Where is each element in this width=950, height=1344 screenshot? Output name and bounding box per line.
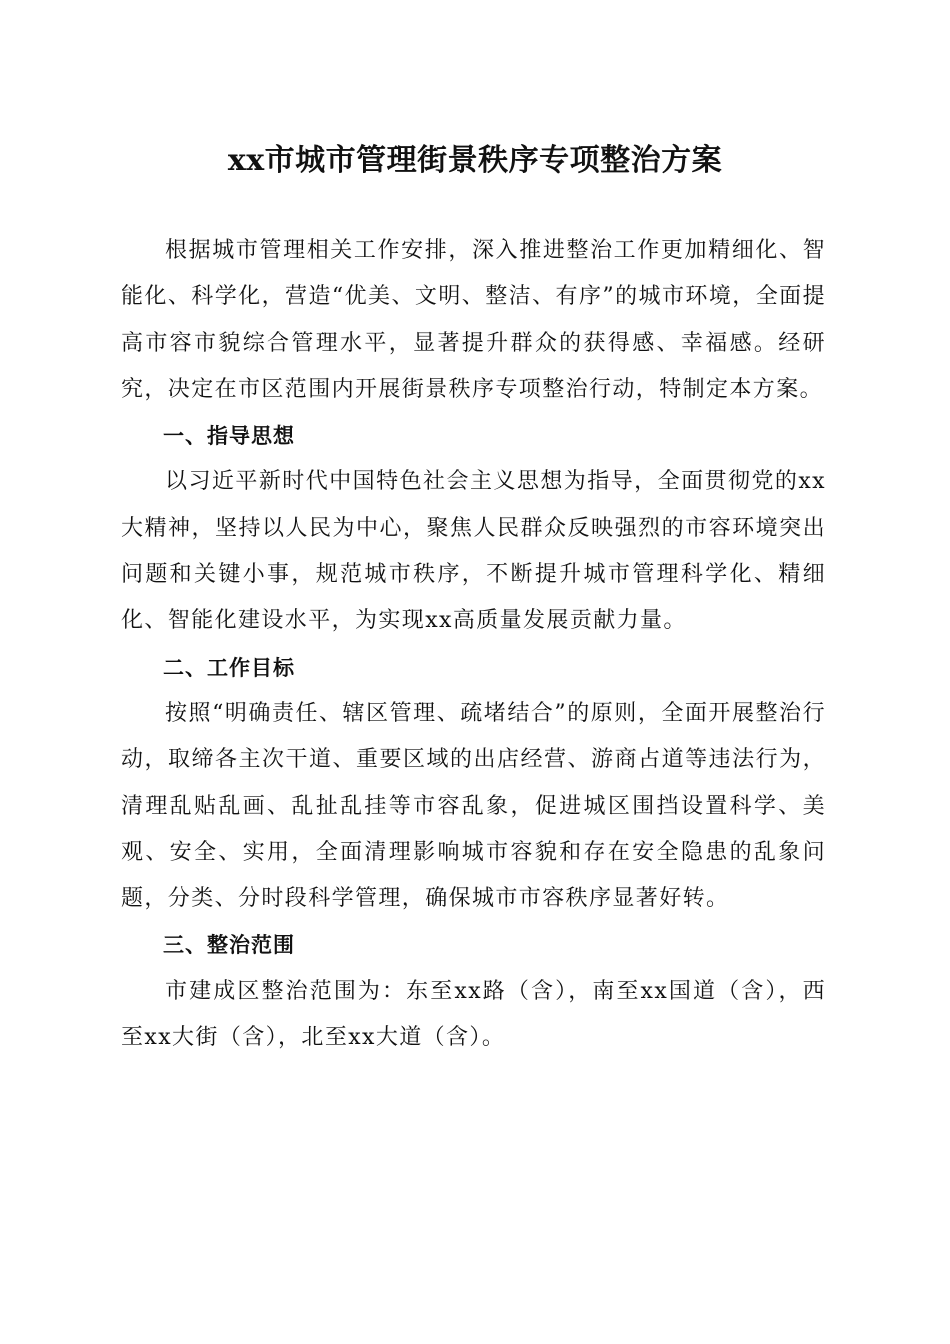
section-paragraph-guiding-ideology: 以习近平新时代中国特色社会主义思想为指导，全面贯彻党的xx大精神，坚持以人民为中心，聚焦人民群众反映强烈的市容环境突出问题和关键小事，规范城市秩序，不断提升城市管理科学化、精细化、智能化建设水平，为实现xx高质量发展贡献力量。 bbox=[121, 469, 826, 634]
section-paragraph-work-goals: 按照“明确责任、辖区管理、疏堵结合”的原则，全面开展整治行动，取缔各主次干道、重要区域的出店经营、游商占道等违法行为，清理乱贴乱画、乱扯乱挂等市容乱象，促进城区围挡设置科学、美观、安全、实用，全面清理影响城市容貌和存在安全隐患的乱象问题，分类、分时段科学管理，确保城市市容秩序显著好转。 bbox=[121, 700, 826, 912]
document-body bbox=[121, 228, 826, 1061]
section-heading-work-goals: 二、工作目标 bbox=[163, 655, 295, 680]
section-paragraph-scope: 市建成区整治范围为：东至xx路（含），南至xx国道（含），西至xx大街（含），北至xx大道（含）。 bbox=[121, 978, 826, 1051]
section-heading-guiding-ideology: 一、指导思想 bbox=[163, 424, 295, 449]
intro-paragraph: 根据城市管理相关工作安排，深入推进整治工作更加精细化、智能化、科学化，营造“优美、文明、整洁、有序”的城市环境，全面提高市容市貌综合管理水平，显著提升群众的获得感、幸福感。经研究，决定在市区范围内开展街景秩序专项整治行动，特制定本方案。 bbox=[121, 238, 826, 402]
document-title: xx市城市管理街景秩序专项整治方案 bbox=[227, 143, 723, 178]
section-heading-scope: 三、整治范围 bbox=[163, 933, 295, 958]
